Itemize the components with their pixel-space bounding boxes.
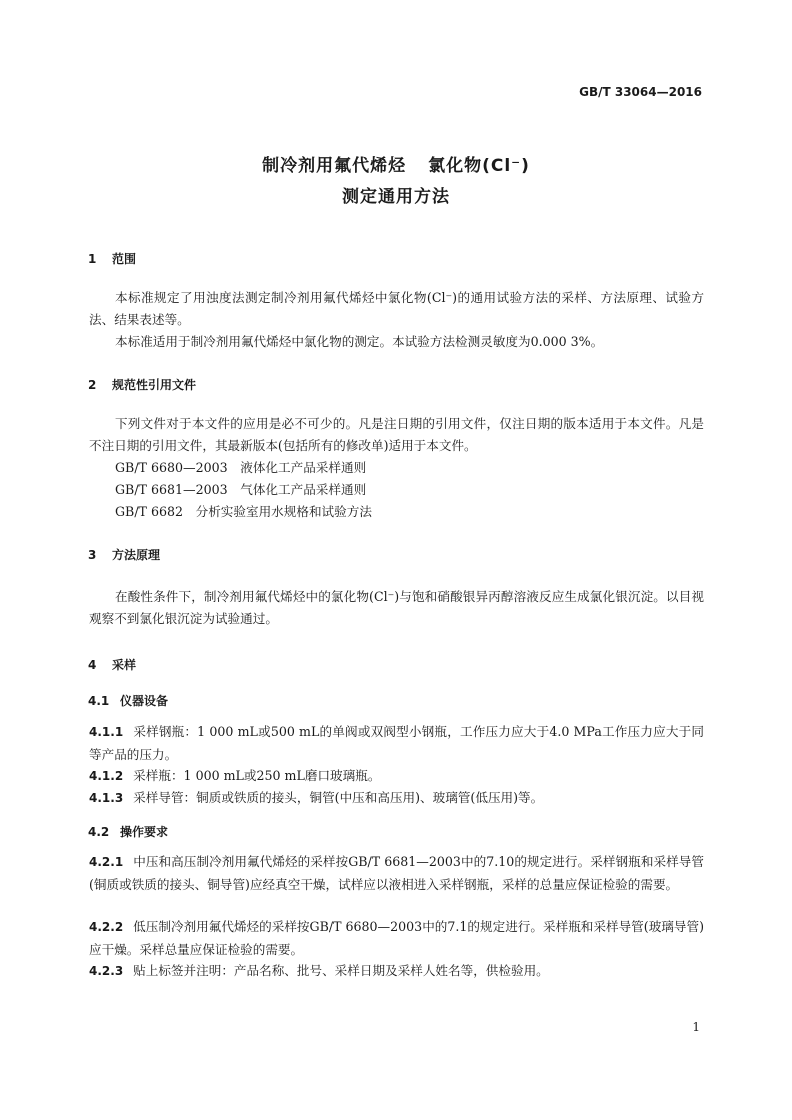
document-title-line1	[0, 151, 792, 176]
section-4-heading	[88, 656, 136, 673]
subsection-4-2-heading	[88, 823, 168, 840]
normative-reference: GB/T 6680—2003 液体化工产品采样通则	[115, 460, 367, 475]
clause-4-1-3	[89, 787, 704, 810]
subsection-4-1-heading	[88, 692, 168, 709]
section-3-heading	[88, 546, 160, 563]
normative-reference: GB/T 6681—2003 气体化工产品采样通则	[115, 482, 367, 497]
section-1-paragraph-1: 本标准规定了用浊度法测定制冷剂用氟代烯烃中氯化物(Cl⁻)的通用试验方法的采样、方法原理、试验方法、结果表述等。	[89, 290, 704, 327]
clause-text: 低压制冷剂用氟代烯烃的采样按GB/T 6680—2003中的7.1的规定进行。采样瓶和采样导管(玻璃导管)应干燥。采样总量应保证检验的需要。	[89, 919, 704, 957]
clause-text: 贴上标签并注明：产品名称、批号、采样日期及采样人姓名等，供检验用。	[133, 963, 549, 978]
clause-4-2-1	[89, 851, 704, 896]
subsection-title: 仪器设备	[120, 694, 169, 708]
clause-4-1-1	[89, 721, 704, 766]
section-title: 范围	[112, 252, 137, 266]
clause-4-2-3	[89, 960, 704, 983]
clause-text: 采样钢瓶：1 000 mL或500 mL的单阀或双阀型小钢瓶，工作压力应大于4.0 MPa工作压力应大于同等产品的压力。	[89, 724, 704, 762]
section-1-paragraph-2: 本标准适用于制冷剂用氟代烯烃中氯化物的测定。本试验方法检测灵敏度为0.000 3%。	[115, 334, 604, 349]
clause-text: 采样瓶：1 000 mL或250 mL磨口玻璃瓶。	[133, 768, 381, 783]
clause-4-2-2	[89, 916, 704, 961]
title-part-b: 氯化物(Cl⁻)	[428, 156, 530, 176]
clause-number: 4.1.3	[89, 791, 124, 805]
clause-number: 4.1.2	[89, 769, 124, 783]
page-number: 1	[692, 1020, 700, 1034]
clause-4-1-2	[89, 765, 704, 788]
section-number: 3	[88, 548, 97, 562]
normative-reference: GB/T 6682 分析实验室用水规格和试验方法	[115, 504, 372, 519]
document-title-line2: 测定通用方法	[342, 187, 450, 207]
section-title: 规范性引用文件	[112, 378, 197, 392]
clause-number: 4.2.2	[89, 920, 124, 934]
section-3-paragraph-1: 在酸性条件下，制冷剂用氟代烯烃中的氯化物(Cl⁻)与饱和硝酸银异丙醇溶液反应生成氯化银沉淀。以目视观察不到氯化银沉淀为试验通过。	[89, 589, 704, 626]
section-2-paragraph-1: 下列文件对于本文件的应用是必不可少的。凡是注日期的引用文件，仅注日期的版本适用于本文件。凡是不注日期的引用文件，其最新版本(包括所有的修改单)适用于本文件。	[89, 416, 704, 453]
subsection-title: 操作要求	[120, 825, 169, 839]
clause-number: 4.1.1	[89, 725, 124, 739]
section-number: 1	[88, 252, 97, 266]
section-number: 2	[88, 378, 97, 392]
section-title: 方法原理	[112, 548, 161, 562]
subsection-number: 4.1	[88, 694, 110, 708]
title-part-a: 制冷剂用氟代烯烃	[262, 156, 407, 176]
section-1-heading	[88, 250, 136, 267]
section-title: 采样	[112, 658, 137, 672]
section-number: 4	[88, 658, 97, 672]
standard-number: GB/T 33064—2016	[579, 85, 702, 99]
clause-number: 4.2.1	[89, 855, 124, 869]
clause-number: 4.2.3	[89, 964, 124, 978]
subsection-number: 4.2	[88, 825, 110, 839]
section-2-heading	[88, 376, 196, 393]
clause-text: 中压和高压制冷剂用氟代烯烃的采样按GB/T 6681—2003中的7.10的规定进行。采样钢瓶和采样导管(铜质或铁质的接头、铜导管)应经真空干燥，试样应以液相进入采样钢瓶，采样的总量应保证检验的需要。	[89, 854, 704, 892]
clause-text: 采样导管：铜质或铁质的接头，铜管(中压和高压用)、玻璃管(低压用)等。	[133, 790, 544, 805]
